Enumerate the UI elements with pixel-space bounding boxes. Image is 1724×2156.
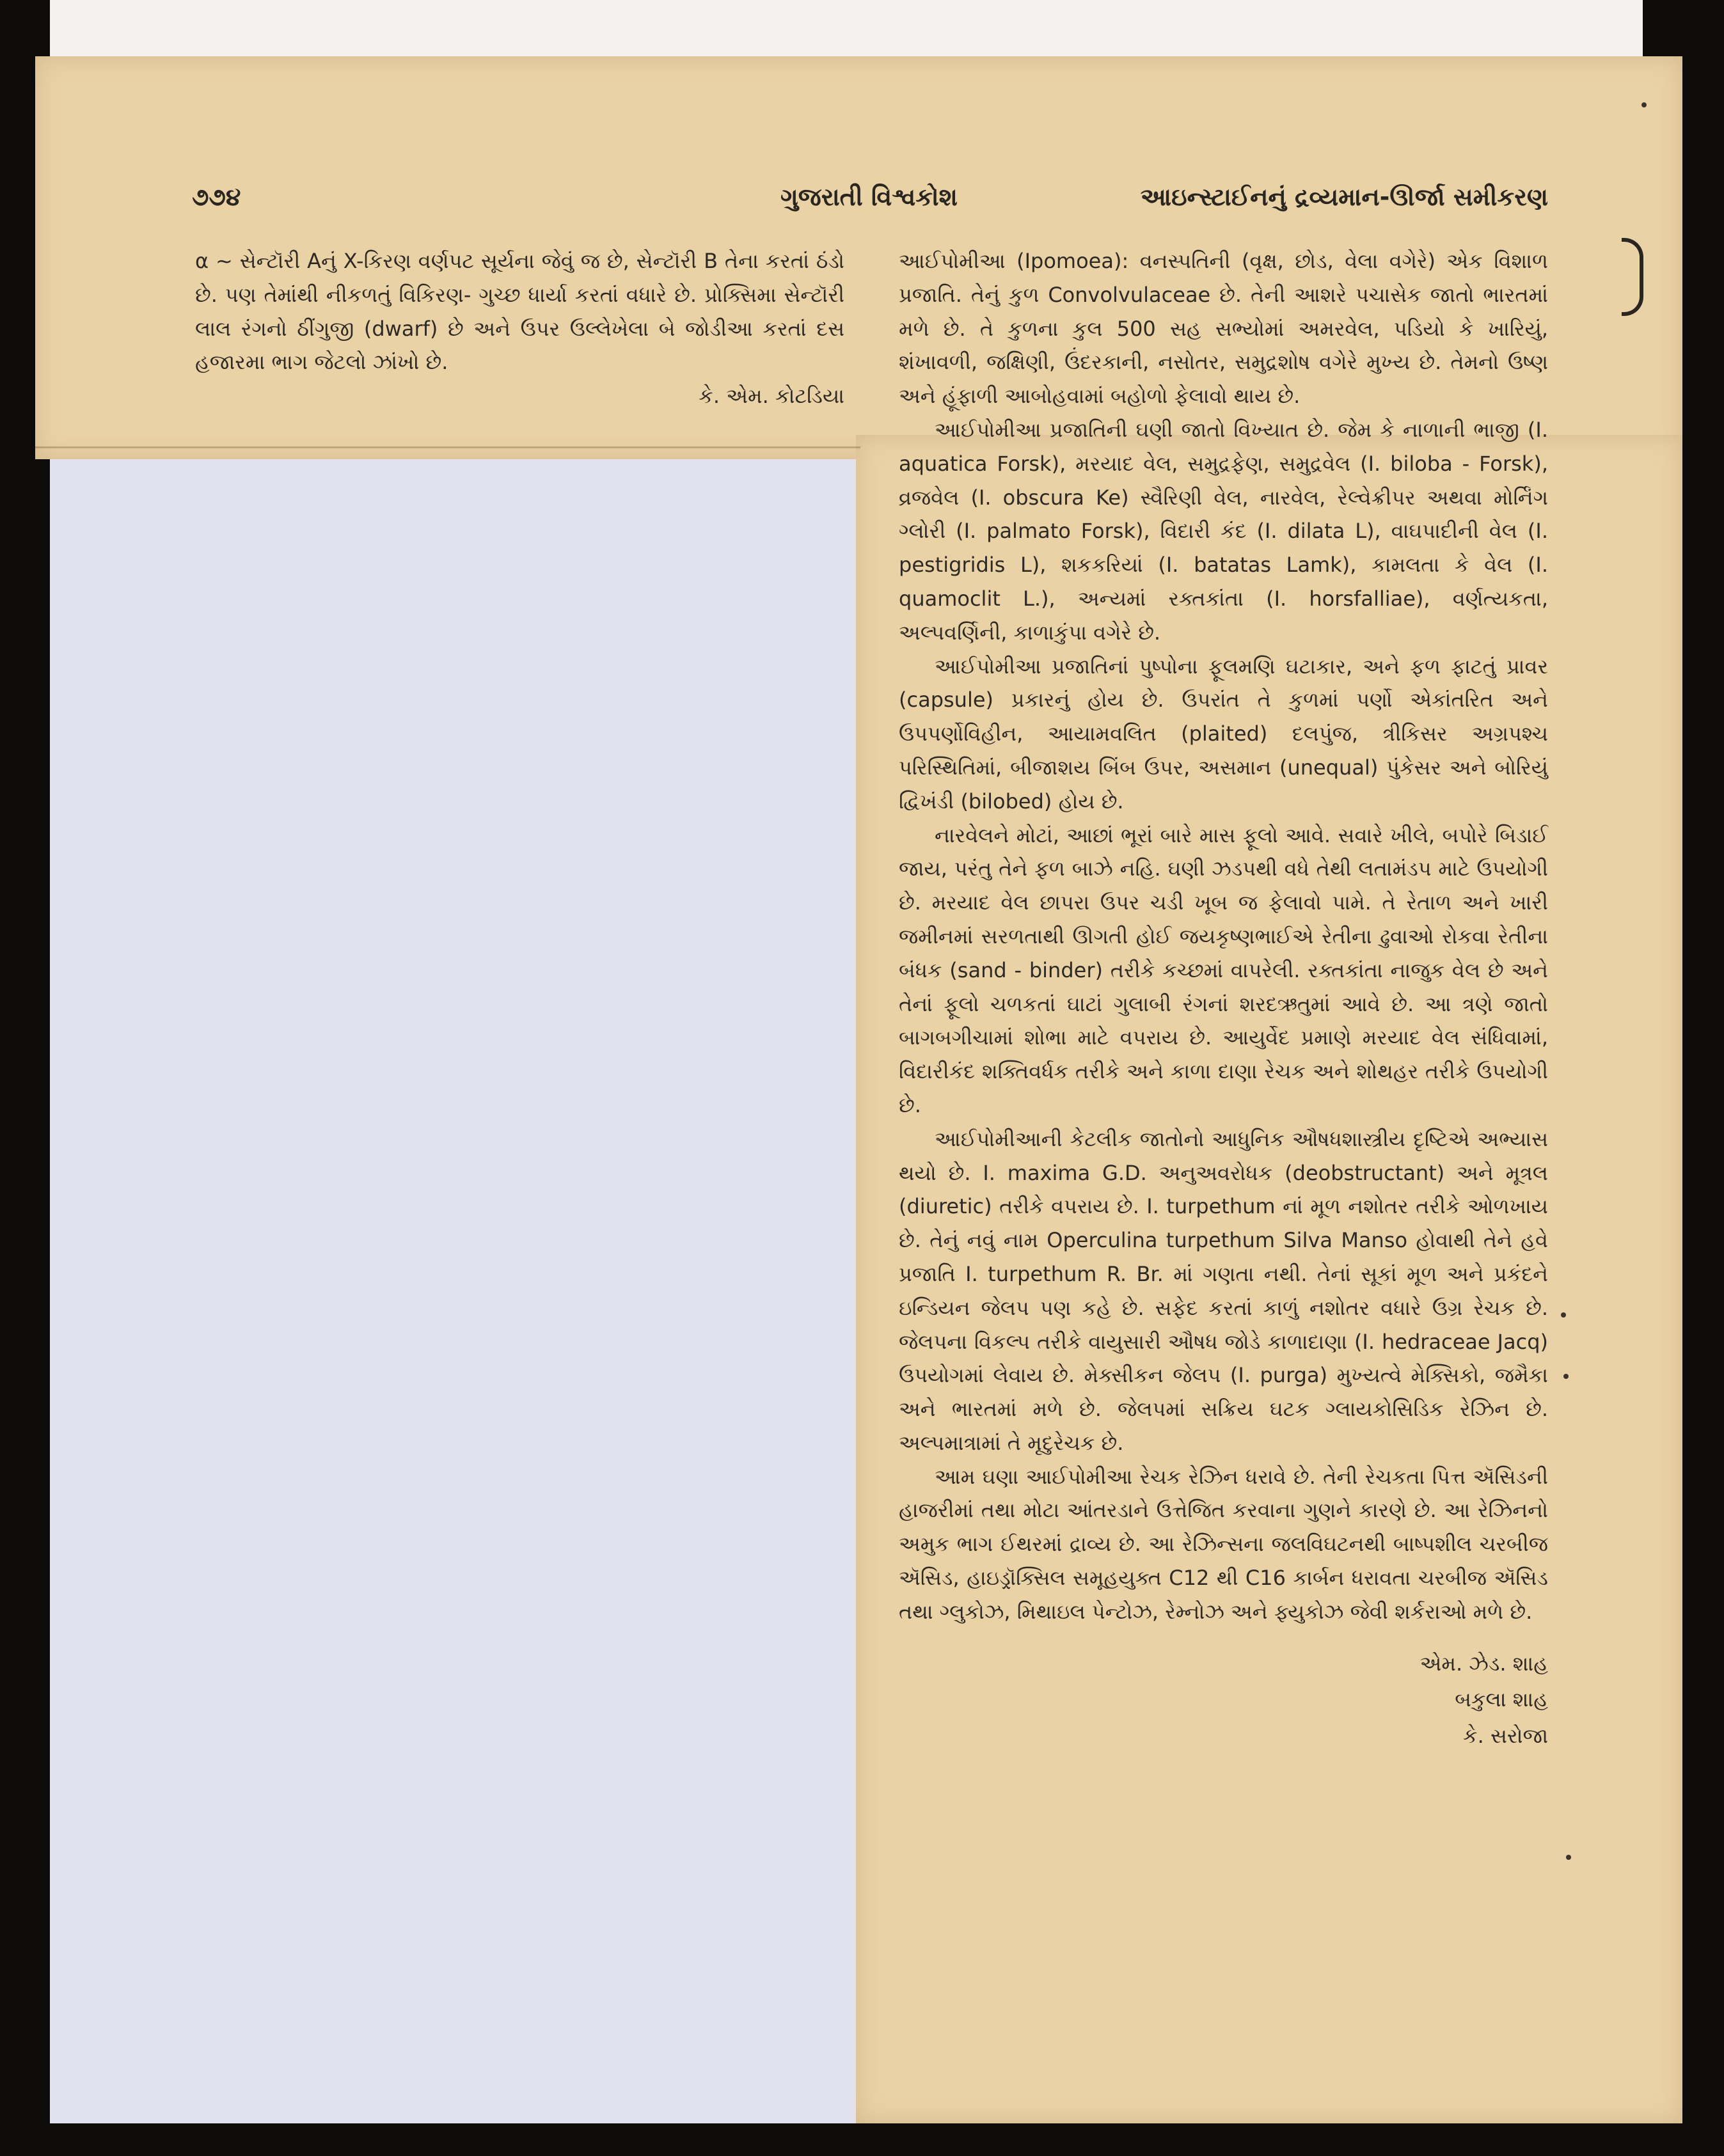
author-3: કે. સરોજા	[1463, 1724, 1548, 1749]
fold-line	[35, 446, 860, 448]
speck	[1561, 1312, 1566, 1318]
article-paragraph-5: આઈપોમીઆની કેટલીક જાતોનો આધુનિક ઔષધશાસ્ત્રીય દૃષ્ટિએ અભ્યાસ થયો છે. I. maxima G.D. અનુઅવરોધક (deobstructant) અને મૂત્રલ (diuretic) તરીકે વપરાય છે. I. turpethum નાં મૂળ નશોતર તરીકે ઓળખાય છે. તેનું નવું નામ Operculina turpethum Silva Manso હોવાથી તેને હવે પ્રજાતિ I. turpethum R. Br. માં ગણતા નથી. તેનાં સૂકાં મૂળ અને પ્રકંદને ઇન્ડિયન જેલપ પણ કહે છે. સફેદ કરતાં કાળું નશોતર વધારે ઉગ્ર રેચક છે. જેલપના વિકલ્પ તરીકે વાયુસારી ઔષધ જોડે કાળાદાણા (I. hedraceae Jacq) ઉપયોગમાં લેવાય છે. મેક્સીકન જેલપ (I. purga) મુખ્યત્વે મેક્સિકો, જમૈકા અને ભારતમાં મળે છે. જેલપમાં સક્રિય ઘટક ગ્લાયકોસિડિક રેઝિન છે. અલ્પમાત્રામાં તે મૃદુરેચક છે.	[899, 1126, 1548, 1455]
article-paragraph-2: આઈપોમીઆ પ્રજાતિની ઘણી જાતો વિખ્યાત છે. જેમ કે નાળાની ભાજી (I. aquatica Forsk), મરયાદ વેલ, સમુદ્રફેણ, સમુદ્રવેલ (I. biloba - Forsk), વ્રજવેલ (I. obscura Ke) સ્વૈરિણી વેલ, નારવેલ, રેલ્વેક્રીપર અથવા મોર્નિંગ ગ્લોરી (I. palmato Forsk), વિદારી કંદ (I. dilata L), વાઘપાદીની વેલ (I. pestigridis L), શકકરિયાં (I. batatas Lamk), કામલતા કે વેલ (I. quamoclit L.), અન્યમાં રક્તકાંતા (I. horsfalliae), વર્ણત્યકતા, અલ્પવર્ણિની, કાળાકુંપા વગેરે છે.	[899, 417, 1548, 645]
author-2: બકુલા શાહ	[1455, 1687, 1548, 1712]
author-1: એમ. ઝેડ. શાહ	[1420, 1651, 1548, 1676]
speck	[1563, 1374, 1569, 1379]
left-paragraph: α ∼ સેન્ટૉરી Aનું X-કિરણ વર્ણપટ સૂર્યના જેવું જ છે, સેન્ટૉરી B તેના કરતાં ઠંડો છે. પણ તેમાંથી નીકળતું વિકિરણ- ગુચ્છ ધાર્યા કરતાં વધારે છે. પ્રોક્સિમા સેન્ટૉરી લાલ રંગનો ઠીંગુજી (dwarf) છે અને ઉપર ઉલ્લેખેલા બે જોડીઆ કરતાં દસ હજારમા ભાગ જેટલો ઝાંખો છે.	[195, 249, 844, 375]
book-title: ગુજરાતી વિશ્વકોશ	[780, 183, 958, 211]
article-paragraph-6: આમ ઘણા આઈપોમીઆ રેચક રેઝિન ધરાવે છે. તેની રેચકતા પિત્ત ઍસિડની હાજરીમાં તથા મોટા આંતરડાને ઉત્તેજિત કરવાના ગુણને કારણે છે. આ રેઝિનનો અમુક ભાગ ઈથરમાં દ્રાવ્ય છે. આ રેઝિન્સના જલવિઘટનથી બાષ્પશીલ ચરબીજ ઍસિડ, હાઇડ્રૉક્સિલ સમૂહયુક્ત C12 થી C16 કાર્બન ધરાવતા ચરબીજ ઍસિડ તથા ગ્લુકોઝ, મિથાઇલ પેન્ટોઝ, રેમ્નોઝ અને ફ્યુકોઝ જેવી શર્કરાઓ મળે છે.	[899, 1464, 1548, 1624]
article-paragraph-3: આઈપોમીઆ પ્રજાતિનાં પુષ્પોના ફૂલમણિ ઘટાકાર, અને ફળ ફાટતું પ્રાવર (capsule) પ્રકારનું હોય છે. ઉપરાંત તે કુળમાં પર્ણો એકાંતરિત અને ઉપપર્ણોવિહીન, આયામવલિત (plaited) દલપુંજ, ત્રીકિસર અગ્રપશ્ચ પરિસ્થિતિમાં, બીજાશય બિંબ ઉપર, અસમાન (unequal) પુંકેસર અને બોરિયું દ્વિખંડી (bilobed) હોય છે.	[899, 654, 1548, 814]
left-column	[195, 244, 844, 413]
background-blue-sheet	[50, 441, 857, 2123]
author-signatures	[899, 1647, 1548, 1753]
right-column	[899, 244, 1548, 1756]
running-head	[192, 183, 1548, 221]
speck	[1641, 102, 1647, 107]
page-number: ૭૭૪	[192, 183, 241, 211]
paper-clip-mark	[1622, 238, 1643, 316]
speck	[1566, 1855, 1571, 1860]
article-paragraph-4: નારવેલને મોટાં, આછાં ભૂરાં બારે માસ ફૂલો આવે. સવારે ખીલે, બપોરે બિડાઈ જાય, પરંતુ તેને ફળ બાઝે નહિ. ઘણી ઝડપથી વધે તેથી લતામંડપ માટે ઉપયોગી છે. મરયાદ વેલ છાપરા ઉપર ચડી ખૂબ જ ફેલાવો પામે. તે રેતાળ અને ખારી જમીનમાં સરળતાથી ઊગતી હોઈ જયકૃષ્ણભાઈએ રેતીના ઢુવાઓ રોકવા રેતીના બંધક (sand - binder) તરીકે કચ્છમાં વાપરેલી. રક્તકાંતા નાજુક વેલ છે અને તેનાં ફૂલો ચળકતાં ઘાટાં ગુલાબી રંગનાં શરદઋતુમાં આવે છે. આ ત્રણે જાતો બાગબગીચામાં શોભા માટે વપરાય છે. આયુર્વેદ પ્રમાણે મરયાદ વેલ સંધિવામાં, વિદારીકંદ શક્તિવર્ધક તરીકે અને કાળા દાણા રેચક અને શોથહર તરીકે ઉપયોગી છે.	[899, 822, 1548, 1117]
left-signature: કે. એમ. કોટડિયા	[699, 384, 844, 409]
section-title: આઇન્સ્ટાઈનનું દ્રવ્યમાન-ઊર્જા સમીકરણ	[1140, 183, 1548, 211]
article-paragraph-1: આઈપોમીઆ (Ipomoea): વનસ્પતિની (વૃક્ષ, છોડ, વેલા વગેરે) એક વિશાળ પ્રજાતિ. તેનું કુળ Convolvulaceae છે. તેની આશરે પચાસેક જાતો ભારતમાં મળે છે. તે કુળના કુલ 500 સહ સભ્યોમાં અમરવેલ, પડિયો કે ખારિયું, શંખાવળી, જક્ષિણી, ઉંદરકાની, નસોતર, સમુદ્રશોષ વગેરે મુખ્ય છે. તેમનો ઉષ્ણ અને હૂંફાળી આબોહવામાં બહોળો ફેલાવો થાય છે.	[899, 249, 1548, 409]
